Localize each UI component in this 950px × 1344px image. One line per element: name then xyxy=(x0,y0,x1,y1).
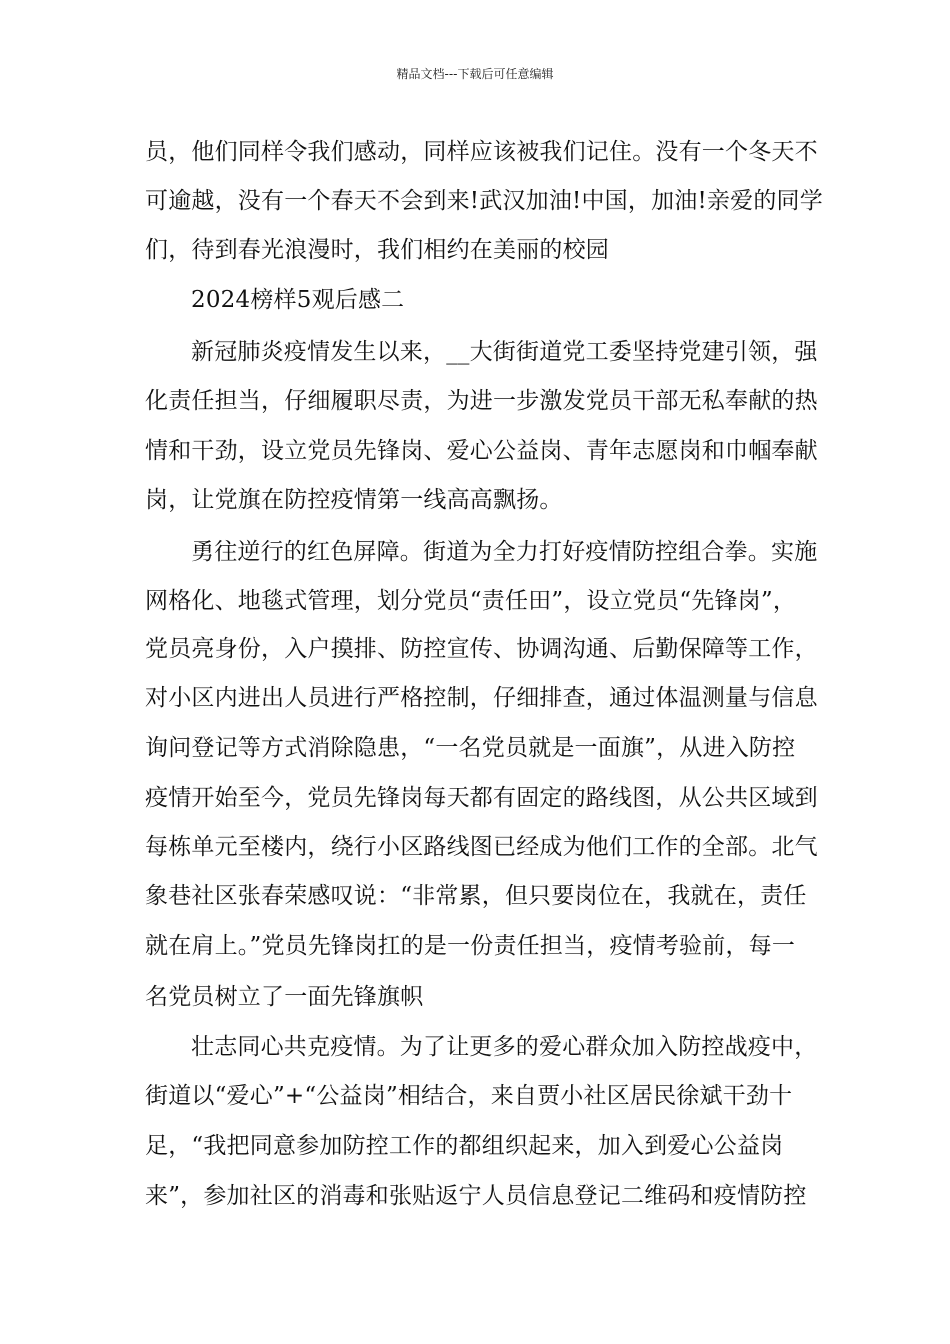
text-line: 网格化、地毯式管理，划分党员“责任田”，设立党员“先锋岗”， xyxy=(145,588,797,614)
text-line: 化责任担当，仔细履职尽责，为进一步激发党员干部无私奉献的热 xyxy=(145,388,818,414)
text-line: 象巷社区张春荣感叹说：“非常累，但只要岗位在，我就在，责任 xyxy=(145,883,807,909)
text-line: 名党员树立了一面先锋旗帜 xyxy=(145,984,424,1010)
text-line: 就在肩上。”党员先锋岗扛的是一份责任担当，疫情考验前，每一 xyxy=(145,933,796,959)
text-line: 勇往逆行的红色屏障。街道为全力打好疫情防控组合拳。实施 xyxy=(191,539,818,565)
text-line: 每栋单元至楼内，绕行小区路线图已经成为他们工作的全部。北气 xyxy=(145,834,818,860)
text-line: 来”，参加社区的消毒和张贴返宁人员信息登记二维码和疫情防控 xyxy=(145,1183,807,1209)
text-line: 街道以“爱心”+“公益岗”相结合，来自贾小社区居民徐斌干劲十 xyxy=(145,1083,793,1109)
text-line: 疫情开始至今，党员先锋岗每天都有固定的路线图，从公共区域到 xyxy=(145,785,818,811)
text-line: 员，他们同样令我们感动，同样应该被我们记住。没有一个冬天不 xyxy=(145,139,818,165)
text-line: 党员亮身份，入户摸排、防控宣传、协调沟通、后勤保障等工作， xyxy=(145,636,818,662)
text-line: 岗，让党旗在防控疫情第一线高高飘扬。 xyxy=(145,487,563,513)
text-line: 对小区内进出人员进行严格控制，仔细排查，通过体温测量与信息 xyxy=(145,685,818,711)
section-heading: 2024榜样5观后感二 xyxy=(191,287,405,313)
page-header: 精品文档---下载后可任意编辑 xyxy=(396,67,554,81)
text-line: 可逾越，没有一个春天不会到来!武汉加油!中国，加油!亲爱的同学 xyxy=(145,188,823,214)
text-line: 壮志同心共克疫情。为了让更多的爱心群众加入防控战疫中， xyxy=(191,1034,818,1060)
text-line: 询问登记等方式消除隐患，“一名党员就是一面旗”，从进入防控 xyxy=(145,735,796,761)
text-line: 新冠肺炎疫情发生以来，__大街街道党工委坚持党建引领，强 xyxy=(191,339,818,365)
text-line: 足，“我把同意参加防控工作的都组织起来，加入到爱心公益岗 xyxy=(145,1133,784,1159)
text-line: 情和干劲，设立党员先锋岗、爱心公益岗、青年志愿岗和巾帼奉献 xyxy=(145,438,818,464)
text-line: 们，待到春光浪漫时，我们相约在美丽的校园 xyxy=(145,237,609,263)
